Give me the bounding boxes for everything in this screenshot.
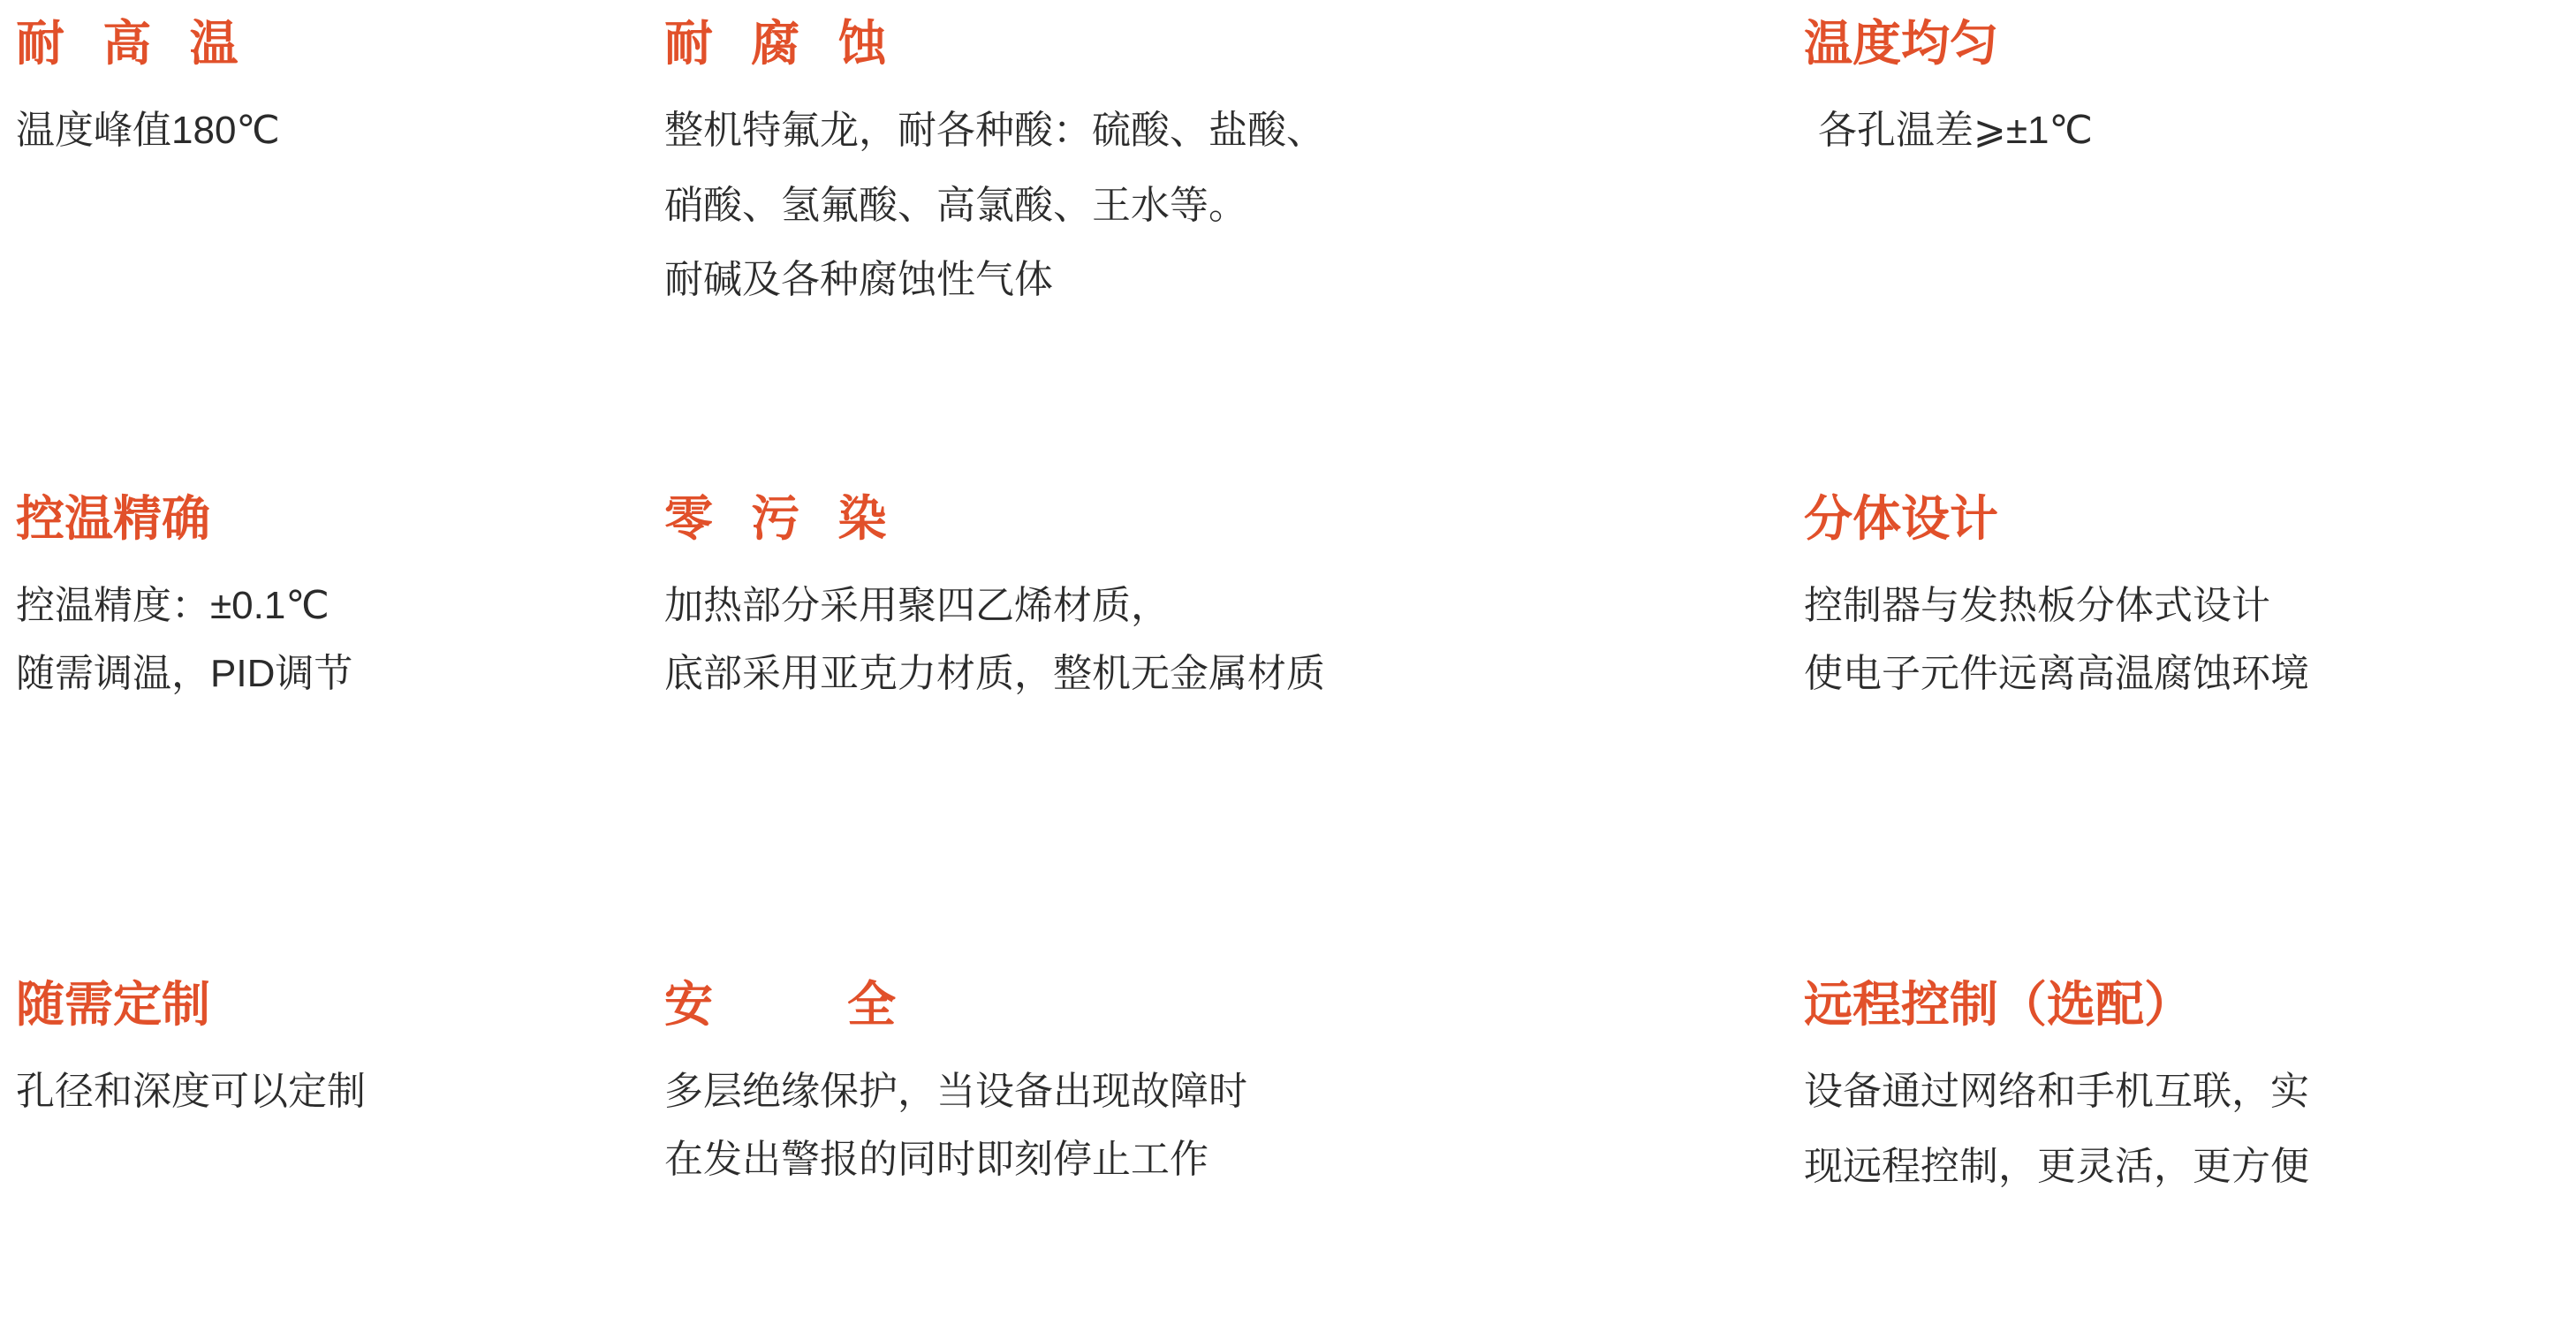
feature-card-remote-control <box>1784 977 2576 1340</box>
feature-body <box>664 1064 1767 1187</box>
feature-body-line: 耐碱及各种腐蚀性气体 <box>664 258 1053 302</box>
feature-body <box>16 579 627 701</box>
feature-title: 零 污 染 <box>664 491 899 546</box>
feature-body-line: 孔径和深度可以定制 <box>16 1070 366 1114</box>
feature-body <box>1804 1064 2558 1194</box>
feature-title: 温度均匀 <box>1804 16 1999 71</box>
feature-body-line: 温度峰值180℃ <box>16 109 280 153</box>
feature-body-line: 多层绝缘保护，当设备出现故障时 <box>664 1070 1247 1114</box>
feature-body-line: 随需调温，PID调节 <box>16 651 353 695</box>
feature-title: 耐 高 温 <box>16 16 251 71</box>
feature-card-customization <box>0 977 645 1340</box>
feature-body <box>16 103 627 158</box>
feature-card-zero-pollution <box>645 491 1784 926</box>
feature-body-line: 现远程控制，更灵活，更方便 <box>1804 1144 2309 1188</box>
feature-title: 随需定制 <box>16 977 211 1032</box>
feature-body-line: 底部采用亚克力材质，整机无金属材质 <box>664 651 1325 695</box>
feature-body-line: 使电子元件远离高温腐蚀环境 <box>1804 651 2309 695</box>
feature-title: 远程控制（选配） <box>1804 977 2193 1032</box>
feature-title: 耐 腐 蚀 <box>664 16 899 71</box>
feature-title: 分体设计 <box>1804 491 1999 546</box>
feature-body-line: 硝酸、氢氟酸、高氯酸、王水等。 <box>664 183 1247 227</box>
feature-body-line: 各孔温差⩾±1℃ <box>1818 109 2093 153</box>
feature-body <box>16 1064 627 1119</box>
feature-body-line: 加热部分采用聚四乙烯材质， <box>664 584 1170 628</box>
feature-body-line: 整机特氟龙，耐各种酸：硫酸、盐酸、 <box>664 109 1325 153</box>
feature-card-temperature-uniformity <box>1784 16 2576 484</box>
feature-card-safety <box>645 977 1784 1340</box>
feature-card-corrosion-resistance <box>645 16 1784 484</box>
feature-card-precise-control <box>0 491 645 926</box>
feature-body <box>1804 103 2558 158</box>
feature-title: 控温精确 <box>16 491 211 546</box>
feature-body-line: 控温精度：±0.1℃ <box>16 584 330 628</box>
feature-card-split-design <box>1784 491 2576 926</box>
feature-body <box>664 579 1767 701</box>
feature-body <box>1804 579 2558 701</box>
feature-title: 安 全 <box>664 977 909 1032</box>
feature-body-line: 控制器与发热板分体式设计 <box>1804 584 2270 628</box>
feature-body <box>664 103 1767 307</box>
feature-card-high-temperature <box>0 16 645 484</box>
feature-body-line: 设备通过网络和手机互联，实 <box>1804 1070 2309 1114</box>
feature-body-line: 在发出警报的同时即刻停止工作 <box>664 1137 1208 1181</box>
